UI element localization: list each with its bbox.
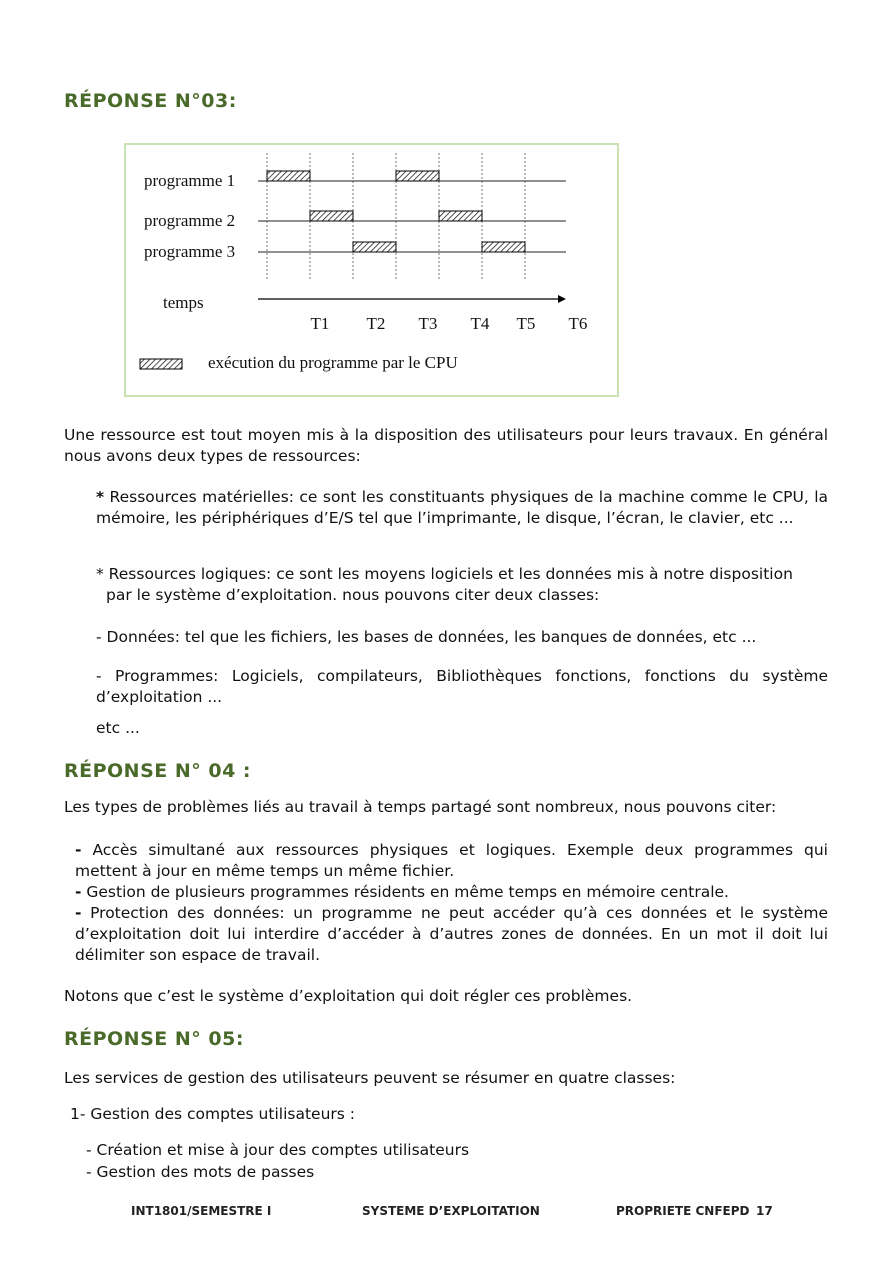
list-item-gestion-comptes: 1- Gestion des comptes utilisateurs : bbox=[70, 1105, 355, 1123]
execution-block bbox=[482, 242, 525, 252]
execution-block bbox=[267, 171, 310, 181]
sub-item-creation: - Création et mise à jour des comptes utilisateurs bbox=[86, 1141, 470, 1159]
legend-swatch bbox=[140, 359, 182, 369]
time-axis-arrow bbox=[558, 295, 566, 303]
axis-label: temps bbox=[163, 293, 204, 312]
text-acces-simultane: Accès simultané aux ressources physiques et logiques. Exemple deux programmes qui mettent à jour en même temps un même fichier. bbox=[75, 841, 828, 880]
heading-reponse-05: RÉPONSE N° 05: bbox=[64, 1028, 244, 1050]
legend-label: exécution du programme par le CPU bbox=[208, 353, 458, 372]
list-item-protection bbox=[75, 903, 828, 966]
list-item-programmes: - Programmes: Logiciels, compilateurs, Bibliothèques fonctions, fonctions du système d’exploitation ... bbox=[96, 667, 828, 706]
dash-2: - bbox=[75, 883, 82, 901]
footer-owner: PROPRIETE CNFEPD bbox=[616, 1204, 750, 1218]
paragraph-problemes-intro: Les types de problèmes liés au travail à temps partagé sont nombreux, nous pouvons citer: bbox=[64, 798, 777, 816]
list-item-gestion-programmes bbox=[75, 882, 828, 903]
heading-reponse-04: RÉPONSE N° 04 : bbox=[64, 760, 252, 782]
paragraph-services-intro: Les services de gestion des utilisateurs peuvent se résumer en quatre classes: bbox=[64, 1069, 676, 1087]
text-materielles: Ressources matérielles: ce sont les constituants physiques de la machine comme le CPU, la mémoire, les périphériques d’E/S tel que l’imprimante, le disque, l’écran, le clavier, etc ... bbox=[96, 488, 828, 527]
text-etc: etc ... bbox=[96, 719, 140, 737]
sub-item-mots-de-passe: - Gestion des mots de passes bbox=[86, 1163, 315, 1181]
dash-3: - bbox=[75, 904, 82, 922]
dash-1: - bbox=[75, 841, 82, 859]
time-tick-label: T4 bbox=[470, 314, 490, 333]
paragraph-ressources-logiques-1: * Ressources logiques: ce sont les moyens logiciels et les données mis à notre disposition bbox=[96, 565, 793, 583]
time-tick-label: T6 bbox=[568, 314, 588, 333]
time-tick-label: T5 bbox=[516, 314, 536, 333]
paragraph-conclusion: Notons que c’est le système d’exploitation qui doit régler ces problèmes. bbox=[64, 987, 633, 1005]
paragraph-ressource-intro: Une ressource est tout moyen mis à la disposition des utilisateurs pour leurs travaux. En général nous avons deux types de ressources: bbox=[64, 426, 828, 465]
footer-title: SYSTEME D’EXPLOITATION bbox=[362, 1204, 540, 1218]
time-tick-label: T1 bbox=[310, 314, 330, 333]
text-gestion-programmes: Gestion de plusieurs programmes résidents en même temps en mémoire centrale. bbox=[81, 883, 729, 901]
execution-block bbox=[310, 211, 353, 221]
cpu-timeline-diagram bbox=[124, 143, 619, 397]
program-label: programme 3 bbox=[144, 242, 236, 261]
footer-course: INT1801/SEMESTRE I bbox=[131, 1204, 272, 1218]
execution-block bbox=[439, 211, 482, 221]
paragraph-ressources-materielles bbox=[96, 487, 828, 529]
list-item-acces-simultane bbox=[75, 840, 828, 882]
paragraph-ressources-logiques-2: par le système d’exploitation. nous pouvons citer deux classes: bbox=[106, 586, 600, 604]
program-label: programme 1 bbox=[144, 171, 236, 190]
heading-reponse-03: RÉPONSE N°03: bbox=[64, 90, 237, 112]
text-protection: Protection des données: un programme ne peut accéder qu’à ces données et le système d’exploitation doit lui interdire d’accéder à d’autres zones de données. En un mot il doit lui délimiter son espace de travail. bbox=[75, 904, 828, 964]
list-item-donnees: - Données: tel que les fichiers, les bases de données, les banques de données, etc ... bbox=[96, 628, 757, 646]
time-tick-label: T2 bbox=[366, 314, 386, 333]
execution-block bbox=[353, 242, 396, 252]
footer-page-number: 17 bbox=[756, 1204, 773, 1218]
time-tick-label: T3 bbox=[418, 314, 438, 333]
program-label: programme 2 bbox=[144, 211, 236, 230]
bullet-star: * bbox=[96, 488, 105, 506]
execution-block bbox=[396, 171, 439, 181]
